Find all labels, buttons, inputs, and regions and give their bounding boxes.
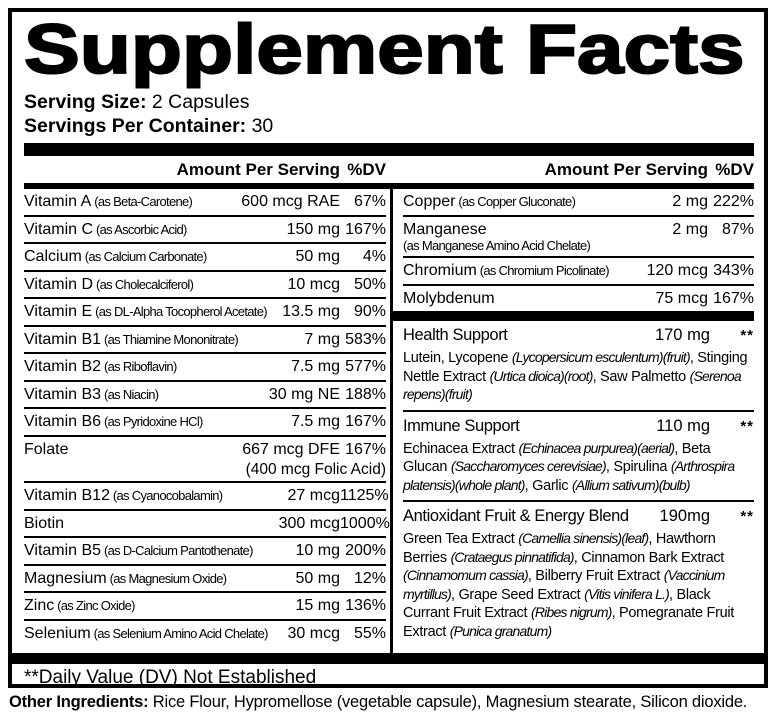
serving-size-line [24,90,754,114]
nutrient-amount: 7.5 mg [291,358,340,375]
nutrient-name: Folate [24,440,69,458]
blend-ingredients [403,349,754,405]
blend-name: Immune Support [403,416,520,435]
nutrient-name: Vitamin E (as DL-Alpha Tocopherol Acetate) [24,303,267,320]
nutrient-source: (as Calcium Carbonate) [81,249,207,264]
ingredient-segment: (Serenoa repens)(fruit) [403,367,741,402]
blend-amount: 190mg [659,507,710,525]
nutrient-name: Biotin [24,514,65,532]
nutrient-row [24,566,386,594]
ingredient-segment: , Bilberry Fruit Extract [527,568,664,584]
nutrient-name: Chromium (as Chromium Picolinate) [403,262,609,279]
nutrient-amount: 30 mg NE [268,385,340,403]
nutrient-source: (as Ascorbic Acid) [93,221,187,237]
other-ingredients-text: Rice Flour, Hypromellose (vegetable capsule), Magnesium stearate, Silicon dioxide. [148,693,748,711]
nutrient-name: Zinc (as Zinc Oxide) [24,597,135,614]
nutrient-source: (as Pyridoxine HCl) [101,414,203,429]
nutrient-row [24,511,390,539]
ingredient-segment: (Crataegus pinnatifida) [450,548,574,565]
nutrient-name: Vitamin D (as Cholecalciferol) [24,275,194,293]
nutrient-row [24,382,386,410]
nutrient-name: Vitamin B12 (as Cyanocobalamin) [24,487,223,504]
nutrition-columns [24,189,754,653]
ingredient-segment: (Arthrospira platensis)(whole plant) [403,458,735,493]
ingredient-segment: , Hawthorn Berries [403,531,716,566]
nutrient-row [24,299,386,327]
nutrient-amount: 13.5 mg [282,303,340,320]
ingredient-segment: (Punica granatum) [449,622,552,639]
ingredient-segment: , Grape Seed Extract [451,586,585,603]
nutrient-dv: 222% [713,193,754,210]
percent-dv-header: %DV [715,160,754,179]
nutrient-name: Vitamin B3 (as Niacin) [24,385,159,403]
servings-per-container-line [24,114,754,138]
nutrient-amount: 75 mcg [655,289,708,307]
column-headers-row [24,156,754,183]
nutrient-source: (as Chromium Picolinate) [476,263,609,278]
nutrient-source: (as Niacin) [101,386,159,402]
nutrient-name: Manganese [403,220,487,238]
amount-per-serving-header: Amount Per Serving [544,160,708,179]
nutrient-dv: 67% [353,193,386,210]
ingredient-segment: (Saccharomyces cerevisiae) [450,458,606,474]
nutrient-amount: 15 mg [295,597,340,614]
nutrient-dv: 343% [713,262,754,279]
nutrient-amount: 10 mg [295,542,340,559]
nutrient-name: Vitamin B6 (as Pyridoxine HCl) [24,413,203,430]
nutrient-name: Vitamin C (as Ascorbic Acid) [24,220,187,238]
nutrient-row [24,189,386,217]
nutrient-source: (as Selenium Amino Acid Chelate) [90,625,268,641]
serving-size-value: 2 Capsules [151,91,250,113]
ingredient-segment: , Pomegranate Fruit Extract [403,605,735,640]
ingredient-segment: Echinacea Extract [403,440,519,457]
ingredient-segment: (Cinnamomum cassia) [403,567,528,583]
nutrient-row [24,621,386,647]
left-column-header [24,160,390,180]
nutrient-dv: 200% [345,542,386,559]
nutrient-row [24,538,386,566]
nutrient-source: (as D-Calcium Pantothenate) [101,543,253,558]
blend-amount: 110 mg [656,416,710,435]
supplement-facts-panel [8,8,768,688]
nutrient-row [24,244,386,272]
blend-dv: ** [740,508,754,525]
ingredient-segment: , Saw Palmetto [592,368,690,385]
ingredient-segment: , Beta Glucan [403,440,711,475]
blend-name: Health Support [403,326,508,344]
ingredient-segment: (Camellia sinensis)(leaf) [518,530,649,546]
mineral-rows [403,189,754,311]
nutrient-dv: 55% [353,624,386,642]
nutrient-amount: 7.5 mg [291,413,340,430]
blend-sections [403,321,754,646]
blend-section [403,502,754,646]
nutrient-source: (as Manganese Amino Acid Chelate) [403,237,591,253]
blend-header [403,505,754,528]
nutrient-source: (as DL-Alpha Tocopherol Acetate) [92,304,267,319]
nutrient-dv: 90% [353,303,386,320]
nutrient-dv: 583% [345,330,386,348]
nutrient-amount-note: (400 mcg Folic Acid) [245,460,386,478]
ingredient-segment: (Allium sativum)(bulb) [571,476,690,493]
left-nutrient-column [24,189,390,653]
nutrient-name: Vitamin B1 (as Thiamine Mononitrate) [24,330,238,348]
blend-ingredients [403,440,754,496]
nutrient-row [24,409,386,437]
ingredient-segment: , Stinging Nettle Extract [403,350,748,385]
nutrient-row [24,217,386,245]
nutrient-row [403,258,754,286]
servings-per-container-label: Servings Per Container: [24,115,247,137]
nutrient-name: Selenium (as Selenium Amino Acid Chelate) [24,624,268,642]
servings-per-container-value: 30 [251,115,274,137]
nutrient-dv: 188% [345,385,386,403]
percent-dv-header: %DV [347,160,386,179]
nutrient-source: (as Copper Gluconate) [455,194,576,209]
nutrient-dv: 50% [353,275,386,293]
column-divider-bar [393,311,754,321]
nutrient-row [24,593,386,621]
nutrient-source: (as Thiamine Mononitrate) [101,331,238,347]
blend-header [403,415,754,438]
nutrient-name: Vitamin B5 (as D-Calcium Pantothenate) [24,542,253,559]
panel-title: Supplement Facts [24,10,745,88]
daily-value-footnote: **Daily Value (DV) Not Established [24,667,317,688]
nutrient-amount: 50 mg [295,569,340,587]
nutrient-dv: 167% [345,440,386,458]
nutrient-amount: 150 mg [286,220,340,238]
nutrient-name: Vitamin A (as Beta-Carotene) [24,193,193,210]
serving-info [24,90,754,138]
ingredient-segment: , Garlic [524,477,572,494]
nutrient-row [403,189,754,217]
ingredient-segment: (Ribes nigrum) [530,604,612,620]
thick-divider-bar-bottom [12,653,764,664]
nutrient-amount: 2 mg [672,193,708,210]
nutrient-row [403,286,754,312]
serving-size-label: Serving Size: [24,91,147,113]
nutrient-row [24,272,386,300]
other-ingredients-label: Other Ingredients: [9,693,149,711]
ingredient-segment: (Lycopersicum esculentum)(fruit) [511,349,690,365]
amount-per-serving-header: Amount Per Serving [176,160,340,179]
blend-amount: 170 mg [654,326,710,344]
nutrient-row [24,327,386,355]
nutrient-dv: 167% [345,413,386,430]
blend-header [403,324,754,347]
ingredient-segment: (Urtica dioica)(root) [489,367,593,384]
nutrient-amount: 120 mcg [646,262,708,279]
nutrient-dv: 577% [345,358,386,375]
nutrient-source: (as Zinc Oxide) [54,598,135,613]
ingredient-segment: , Spirulina [605,459,671,475]
nutrient-source: (as Cyanocobalamin) [109,488,223,503]
blend-dv: ** [740,417,754,435]
blend-section [403,412,754,503]
nutrient-amount: 50 mg [295,248,340,265]
nutrient-dv: 1000% [340,514,390,532]
blend-section [403,321,754,412]
nutrient-dv: 87% [721,220,754,238]
nutrient-source: (as Beta-Carotene) [91,194,193,209]
ingredient-segment: Green Tea Extract [403,531,519,547]
nutrient-amount: 30 mcg [287,624,340,642]
nutrient-amount: 600 mcg RAE [241,193,340,210]
nutrient-dv: 12% [353,569,386,587]
nutrient-dv: 167% [345,220,386,238]
nutrient-dv: 4% [362,248,386,265]
right-nutrient-column [390,189,754,653]
nutrient-name: Copper (as Copper Gluconate) [403,193,576,210]
ingredient-segment: , Cinnamon Bark Extract [573,549,725,566]
nutrient-row [24,483,389,511]
ingredient-segment: , Black Currant Fruit Extract [403,586,711,621]
nutrient-row [403,217,754,259]
nutrient-name: Calcium (as Calcium Carbonate) [24,248,207,265]
nutrient-row [24,437,386,484]
nutrient-dv: 136% [345,597,386,614]
blend-ingredients [403,530,754,641]
nutrient-name: Molybdenum [403,289,495,307]
ingredient-segment: Lutein, Lycopene [403,350,512,366]
nutrient-amount: 27 mcg [287,487,340,504]
nutrient-amount: 7 mg [304,330,340,348]
ingredient-segment: (Vaccinium myrtillus) [403,567,725,602]
nutrient-dv: 167% [713,289,754,307]
other-ingredients-line [9,692,773,713]
nutrient-name: Magnesium (as Magnesium Oxide) [24,569,227,587]
right-column-header [390,160,754,180]
nutrient-source: (as Riboflavin) [101,359,177,374]
nutrient-dv: 1125% [340,487,389,504]
nutrient-source: (as Magnesium Oxide) [106,570,227,586]
nutrient-amount: 2 mg [672,220,708,238]
nutrient-amount: 667 mcg DFE [242,440,340,458]
nutrient-amount: 300 mcg [278,514,340,532]
nutrient-amount: 10 mcg [287,275,340,293]
ingredient-segment: (Echinacea purpurea)(aerial) [518,439,675,456]
ingredient-segment: (Vitis vinifera L.) [584,585,670,602]
blend-name: Antioxidant Fruit & Energy Blend [403,507,629,525]
blend-dv: ** [740,327,754,344]
nutrient-name: Vitamin B2 (as Riboflavin) [24,358,177,375]
thick-divider-bar-top [24,143,754,156]
nutrient-source: (as Cholecalciferol) [93,276,194,292]
nutrient-row [24,354,386,382]
